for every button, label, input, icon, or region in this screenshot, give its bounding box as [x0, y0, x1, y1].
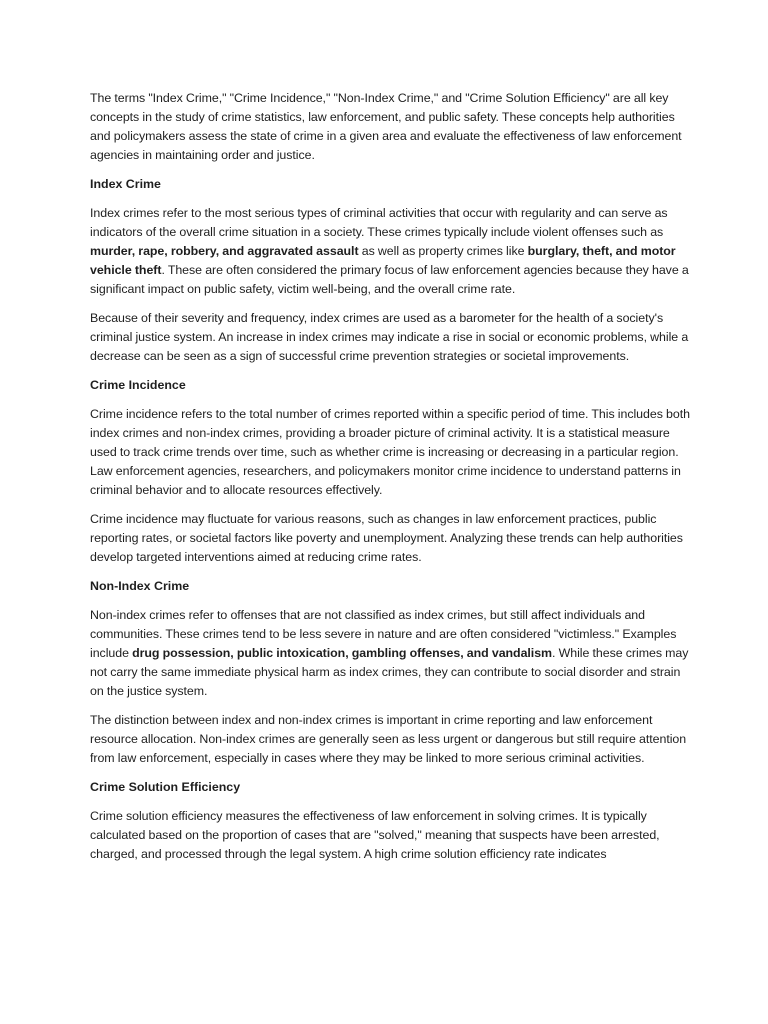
- bold-violent-offenses: murder, rape, robbery, and aggravated assault: [90, 244, 359, 258]
- document-body: [90, 89, 690, 864]
- text-run: Non-index crimes refer to offenses that are not classified as index crimes, but still affect individuals and communities. These crimes tend to be less severe in nature and are often considered "victimless." Examples include: [90, 608, 677, 660]
- heading-index-crime: Index Crime: [90, 177, 161, 191]
- crime-incidence-paragraph-2: Crime incidence may fluctuate for various reasons, such as changes in law enforcement practices, public reporting rates, or societal factors like poverty and unemployment. Analyzing these trends can help authorities develop targeted interventions aimed at reducing crime rates.: [90, 512, 683, 564]
- heading-crime-solution-efficiency: Crime Solution Efficiency: [90, 780, 241, 794]
- non-index-crime-paragraph-2: The distinction between index and non-index crimes is important in crime reporting and law enforcement resource allocation. Non-index crimes are generally seen as less urgent or dangerous but still require attention from law enforcement, especially in cases where they may be linked to more serious criminal activities.: [90, 713, 687, 765]
- intro-paragraph: The terms "Index Crime," "Crime Incidence," "Non-Index Crime," and "Crime Solution Efficiency" are all key concepts in the study of crime statistics, law enforcement, and public safety. These concepts help authorities and policymakers assess the state of crime in a given area and evaluate the effectiveness of law enforcement agencies in maintaining order and justice.: [90, 91, 682, 162]
- heading-non-index-crime: Non-Index Crime: [90, 579, 190, 593]
- bold-property-crimes: burglary, theft, and motor vehicle theft: [90, 244, 676, 277]
- index-crime-paragraph-2: Because of their severity and frequency, index crimes are used as a barometer for the health of a society's criminal justice system. An increase in index crimes may indicate a rise in social or economic problems, while a decrease can be seen as a sign of successful crime prevention strategies or societal improvements.: [90, 311, 689, 363]
- index-crime-paragraph-1: [90, 204, 690, 299]
- text-run: . These are often considered the primary focus of law enforcement agencies because they have a significant impact on public safety, victim well-being, and the overall crime rate.: [90, 263, 689, 296]
- text-run: Index crimes refer to the most serious types of criminal activities that occur with regularity and can serve as indicators of the overall crime situation in a society. These crimes typically include violent offenses such as: [90, 206, 668, 239]
- text-run: as well as property crimes like: [358, 244, 528, 258]
- text-run: . While these crimes may not carry the same immediate physical harm as index crimes, they can contribute to social disorder and strain on the justice system.: [90, 646, 689, 698]
- crime-solution-efficiency-paragraph-1: Crime solution efficiency measures the effectiveness of law enforcement in solving crimes. It is typically calculated based on the proportion of cases that are "solved," meaning that suspects have been arrested, charged, and processed through the legal system. A high crime solution efficiency rate indicates: [90, 809, 660, 861]
- bold-non-index-examples: drug possession, public intoxication, gambling offenses, and vandalism: [132, 646, 553, 660]
- heading-crime-incidence: Crime Incidence: [90, 378, 186, 392]
- non-index-crime-paragraph-1: [90, 606, 690, 701]
- crime-incidence-paragraph-1: Crime incidence refers to the total number of crimes reported within a specific period of time. This includes both index crimes and non-index crimes, providing a broader picture of criminal activity. It is a statistical measure used to track crime trends over time, such as whether crime is increasing or decreasing in a particular region. Law enforcement agencies, researchers, and policymakers monitor crime incidence to understand patterns in criminal behavior and to allocate resources effectively.: [90, 407, 690, 497]
